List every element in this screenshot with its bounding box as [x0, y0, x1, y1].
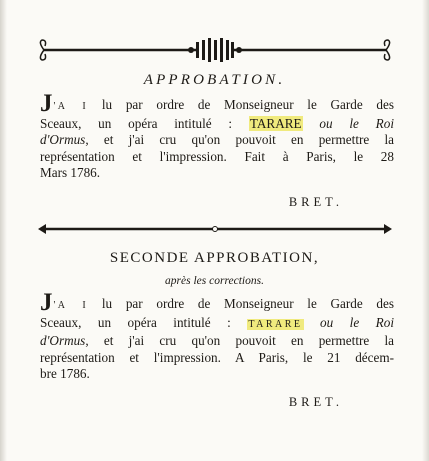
approbation-line-4: représentation et l'impression. Fait à Paris, le 28 — [40, 148, 394, 164]
seconde-line-5: bre 1786. — [40, 366, 90, 381]
seconde-approbation-subheading: après les corrections. — [165, 275, 264, 287]
approbation-heading: APPROBATION. — [143, 72, 286, 88]
approbation-line-2: Sceaux, un opéra intitulé : TARARE ou le Roi — [40, 115, 394, 131]
seconde-line-3: d'Ormus, et j'ai cru qu'on pouvoit en permettre la — [40, 333, 394, 348]
middle-ornament — [36, 222, 394, 246]
seconde-signature: BRET. — [288, 395, 343, 409]
seconde-approbation-heading: SECONDE APPROBATION, — [109, 250, 320, 266]
approbation-line-5: Mars 1786. — [40, 165, 101, 180]
page-edge-left — [0, 0, 7, 461]
seconde-dropcap: J — [40, 289, 53, 316]
seconde-line-2: Sceaux, un opéra intitulé : TARARE ou le Roi — [40, 314, 394, 330]
page-edge-right — [422, 0, 429, 461]
top-ornament — [36, 38, 394, 62]
approbation-paragraph — [40, 90, 394, 182]
approbation-line-3: d'Ormus, et j'ai cru qu'on pouvoit en permettre la — [40, 132, 394, 147]
seconde-line-4: représentation et l'impression. A Paris, le 21 décem- — [40, 349, 394, 365]
approbation-line-1: J'A I lu par ordre de Monseigneur le Garde des — [40, 90, 394, 117]
approbation-dropcap: J — [40, 90, 53, 117]
seconde-approbation-paragraph — [40, 289, 394, 383]
approbation-signature: BRET. — [288, 195, 343, 209]
highlighted-title: TARARE — [249, 115, 302, 131]
highlighted-title: TARARE — [248, 318, 303, 330]
seconde-line-1: J'A I lu par ordre de Monseigneur le Garde des — [40, 289, 394, 316]
